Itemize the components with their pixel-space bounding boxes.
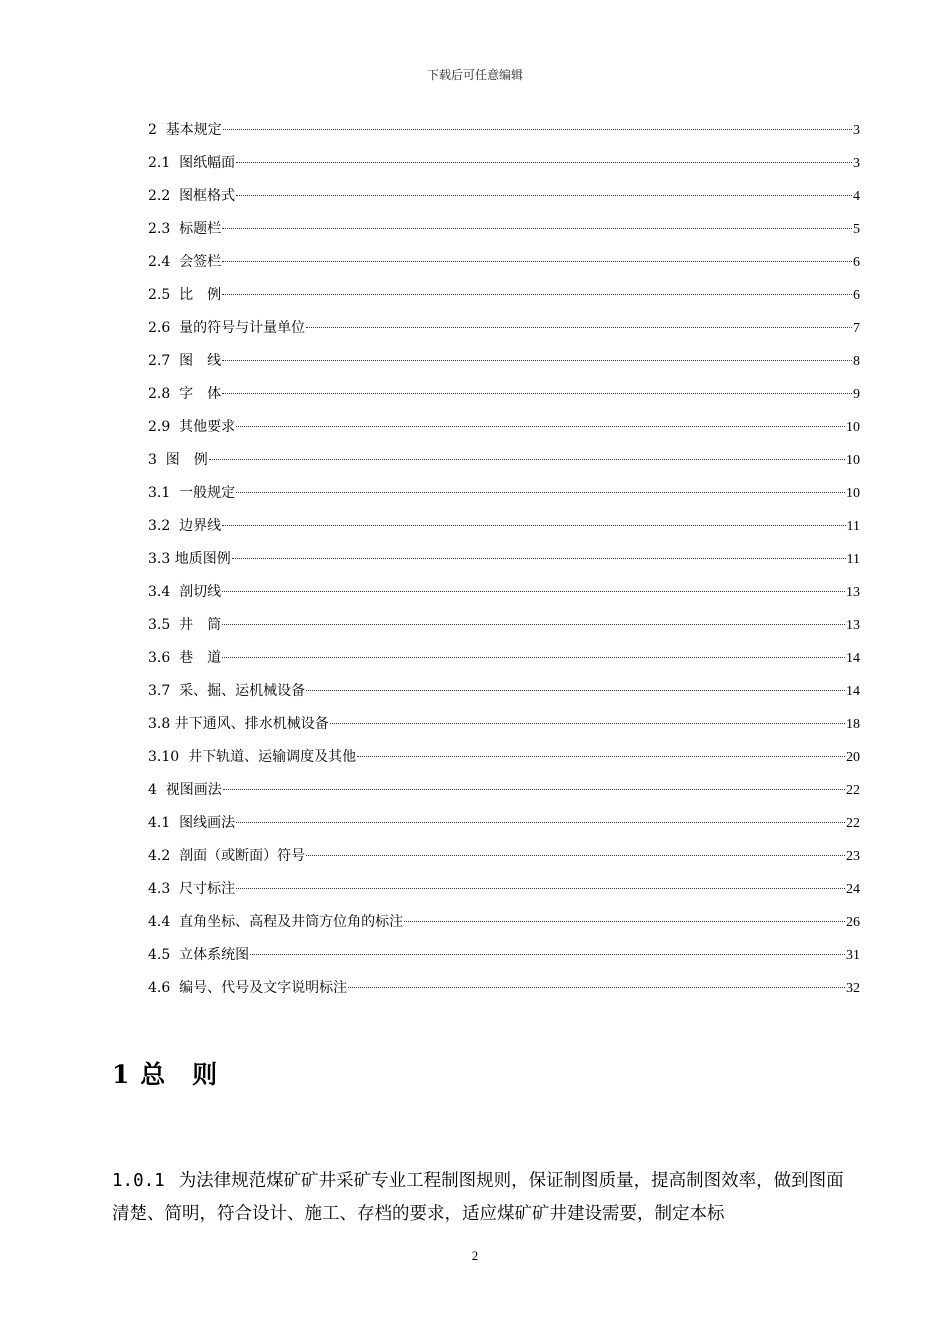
toc-entry[interactable] bbox=[148, 382, 860, 415]
toc-entry-label: 3.5 井 筒 bbox=[148, 617, 222, 633]
toc-dot-leader bbox=[209, 459, 845, 460]
toc-dot-leader bbox=[236, 195, 852, 196]
toc-entry-label: 4 视图画法 bbox=[148, 782, 222, 798]
toc-entry-label: 3.2 边界线 bbox=[148, 518, 222, 534]
toc-entry-label: 3.4 剖切线 bbox=[148, 584, 222, 600]
toc-entry-label: 4.5 立体系统图 bbox=[148, 947, 250, 963]
toc-page-number: 6 bbox=[853, 255, 860, 270]
toc-entry-label: 4.3 尺寸标注 bbox=[148, 881, 236, 897]
toc-entry[interactable] bbox=[148, 745, 860, 778]
toc-entry[interactable] bbox=[148, 580, 860, 613]
toc-entry-label: 3.3 地质图例 bbox=[148, 551, 231, 567]
toc-dot-leader bbox=[222, 360, 852, 361]
toc-entry[interactable] bbox=[148, 712, 860, 745]
toc-dot-leader bbox=[236, 822, 845, 823]
toc-entry-label: 3.8 井下通风、排水机械设备 bbox=[148, 716, 329, 732]
toc-page-number: 10 bbox=[846, 486, 860, 501]
toc-dot-leader bbox=[330, 723, 845, 724]
toc-dot-leader bbox=[222, 525, 845, 526]
toc-entry-label: 3.6 巷 道 bbox=[148, 650, 222, 666]
toc-entry[interactable] bbox=[148, 514, 860, 547]
toc-entry-label: 3.7 采、掘、运机械设备 bbox=[148, 683, 306, 699]
toc-entry[interactable] bbox=[148, 910, 860, 943]
toc-page-number: 9 bbox=[853, 387, 860, 402]
toc-dot-leader bbox=[236, 888, 845, 889]
toc-page-number: 22 bbox=[846, 783, 860, 798]
toc-entry[interactable] bbox=[148, 811, 860, 844]
section-heading: 1 总 则 bbox=[112, 1060, 219, 1089]
toc-entry[interactable] bbox=[148, 316, 860, 349]
toc-page-number: 4 bbox=[853, 189, 860, 204]
toc-dot-leader bbox=[222, 261, 852, 262]
toc-page-number: 3 bbox=[853, 123, 860, 138]
toc-page-number: 31 bbox=[846, 948, 860, 963]
toc-page-number: 13 bbox=[846, 618, 860, 633]
toc-entry-label: 2.6 量的符号与计量单位 bbox=[148, 320, 306, 336]
toc-entry[interactable] bbox=[148, 778, 860, 811]
toc-entry[interactable] bbox=[148, 250, 860, 283]
toc-entry[interactable] bbox=[148, 184, 860, 217]
toc-entry[interactable] bbox=[148, 217, 860, 250]
page-number: 2 bbox=[471, 1248, 479, 1263]
toc-page-number: 24 bbox=[846, 882, 860, 897]
toc-entry[interactable] bbox=[148, 547, 860, 580]
toc-dot-leader bbox=[236, 162, 852, 163]
toc-dot-leader bbox=[222, 393, 852, 394]
toc-page-number: 10 bbox=[846, 420, 860, 435]
toc-page-number: 3 bbox=[853, 156, 860, 171]
toc-entry-label: 2.9 其他要求 bbox=[148, 419, 236, 435]
toc-dot-leader bbox=[222, 228, 852, 229]
toc-dot-leader bbox=[357, 756, 845, 757]
toc-entry[interactable] bbox=[148, 448, 860, 481]
toc-page-number: 13 bbox=[846, 585, 860, 600]
toc-entry-label: 3.1 一般规定 bbox=[148, 485, 236, 501]
toc-dot-leader bbox=[222, 591, 845, 592]
toc-entry[interactable] bbox=[148, 481, 860, 514]
toc-dot-leader bbox=[232, 558, 846, 559]
toc-entry-label: 4.2 剖面（或断面）符号 bbox=[148, 848, 306, 864]
toc-page-number: 10 bbox=[846, 453, 860, 468]
toc-dot-leader bbox=[348, 987, 845, 988]
page-header: 下载后可任意编辑 bbox=[426, 68, 523, 82]
toc-entry-label: 2 基本规定 bbox=[148, 122, 222, 138]
toc-dot-leader bbox=[222, 624, 845, 625]
toc-entry[interactable] bbox=[148, 976, 860, 1009]
toc-entry[interactable] bbox=[148, 679, 860, 712]
toc-page-number: 11 bbox=[846, 519, 860, 534]
toc-entry[interactable] bbox=[148, 613, 860, 646]
toc-page-number: 26 bbox=[846, 915, 860, 930]
toc-entry[interactable] bbox=[148, 844, 860, 877]
toc-entry-label: 2.2 图框格式 bbox=[148, 188, 236, 204]
toc-dot-leader bbox=[236, 492, 845, 493]
toc-page-number: 18 bbox=[846, 717, 860, 732]
paragraph-number: 1.0.1 bbox=[112, 1171, 165, 1191]
toc-page-number: 5 bbox=[853, 222, 860, 237]
toc-dot-leader bbox=[306, 855, 845, 856]
toc-dot-leader bbox=[222, 657, 845, 658]
toc-entry-label: 4.6 编号、代号及文字说明标注 bbox=[148, 980, 348, 996]
toc-entry[interactable] bbox=[148, 349, 860, 382]
toc-page-number: 11 bbox=[846, 552, 860, 567]
toc-page-number: 20 bbox=[846, 750, 860, 765]
toc-page-number: 8 bbox=[853, 354, 860, 369]
toc-page-number: 22 bbox=[846, 816, 860, 831]
toc-entry-label: 2.5 比 例 bbox=[148, 287, 222, 303]
toc-entry-label: 2.7 图 线 bbox=[148, 353, 222, 369]
toc-page-number: 14 bbox=[846, 651, 860, 666]
toc-page-number: 32 bbox=[846, 981, 860, 996]
toc-page-number: 6 bbox=[853, 288, 860, 303]
toc-entry[interactable] bbox=[148, 943, 860, 976]
toc-page-number: 14 bbox=[846, 684, 860, 699]
paragraph-text: 为法律规范煤矿矿井采矿专业工程制图规则，保证制图质量，提高制图效率，做到图面清楚、简明，符合设计、施工、存档的要求，适应煤矿矿井建设需要，制定本标 bbox=[112, 1171, 844, 1224]
toc-page-number: 7 bbox=[853, 321, 860, 336]
toc-dot-leader bbox=[250, 954, 845, 955]
toc-page-number: 23 bbox=[846, 849, 860, 864]
toc-entry-label: 2.4 会签栏 bbox=[148, 254, 222, 270]
table-of-contents bbox=[148, 118, 860, 1009]
toc-dot-leader bbox=[404, 921, 845, 922]
toc-entry-label: 3 图 例 bbox=[148, 452, 208, 468]
toc-dot-leader bbox=[223, 789, 845, 790]
toc-entry-label: 4.1 图线画法 bbox=[148, 815, 236, 831]
toc-entry-label: 2.8 字 体 bbox=[148, 386, 222, 402]
toc-entry-label: 3.10 井下轨道、运输调度及其他 bbox=[148, 749, 357, 765]
toc-entry-label: 2.1 图纸幅面 bbox=[148, 155, 236, 171]
toc-entry[interactable] bbox=[148, 283, 860, 316]
toc-dot-leader bbox=[306, 690, 845, 691]
body-paragraph bbox=[112, 1165, 860, 1231]
toc-dot-leader bbox=[306, 327, 852, 328]
toc-entry-label: 2.3 标题栏 bbox=[148, 221, 222, 237]
toc-entry-label: 4.4 直角坐标、高程及井筒方位角的标注 bbox=[148, 914, 404, 930]
toc-dot-leader bbox=[236, 426, 845, 427]
toc-entry[interactable] bbox=[148, 415, 860, 448]
toc-entry[interactable] bbox=[148, 151, 860, 184]
toc-entry[interactable] bbox=[148, 646, 860, 679]
toc-entry[interactable] bbox=[148, 118, 860, 151]
toc-entry[interactable] bbox=[148, 877, 860, 910]
toc-dot-leader bbox=[223, 129, 852, 130]
toc-dot-leader bbox=[222, 294, 852, 295]
